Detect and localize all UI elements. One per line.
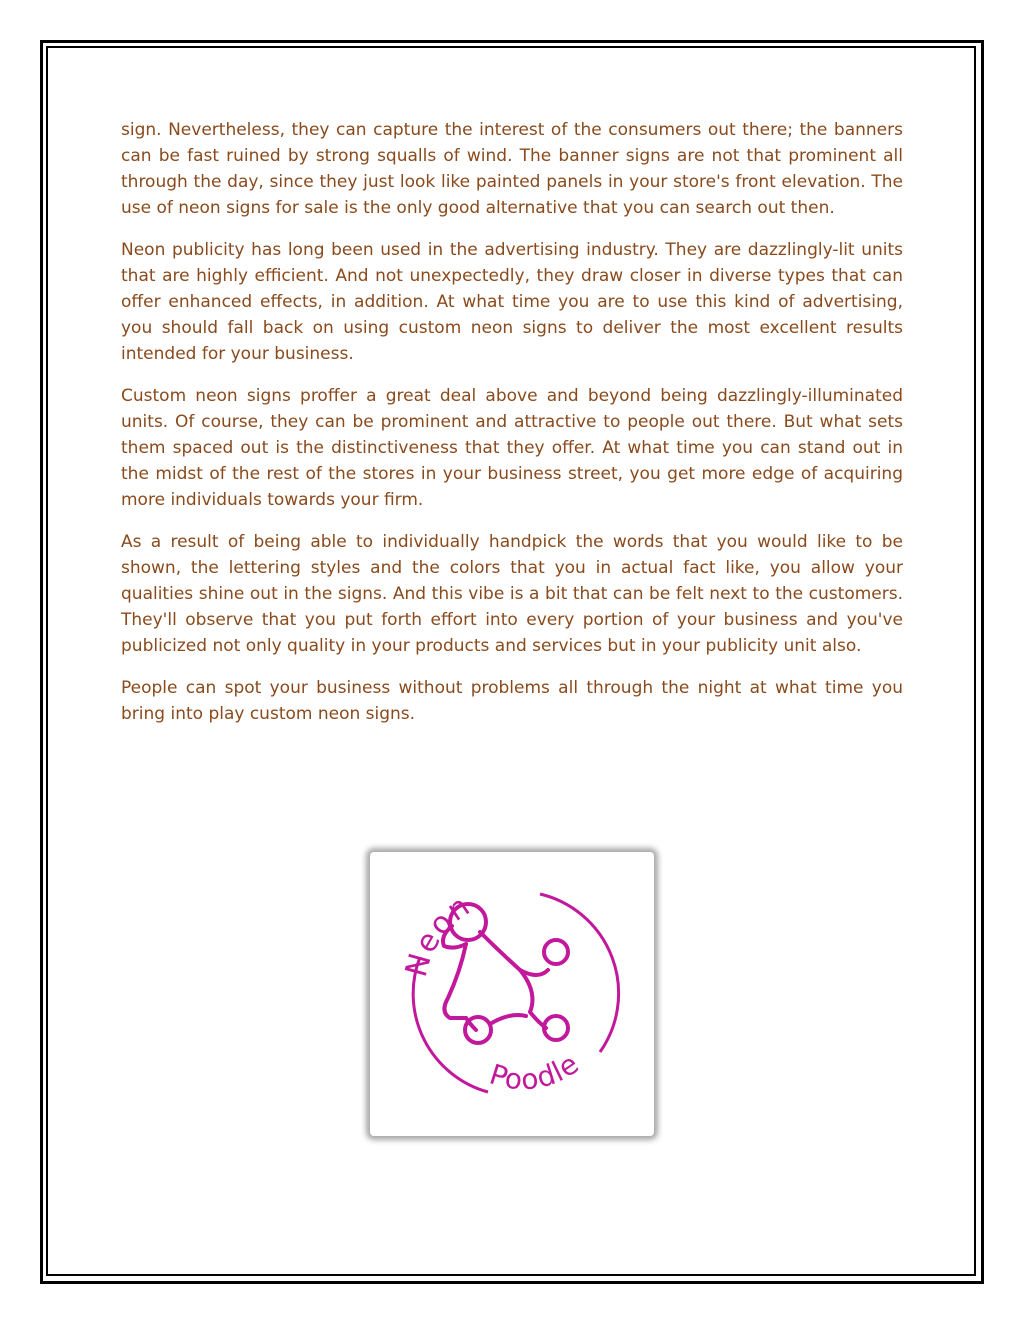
paragraph-3: Custom neon signs proffer a great deal above and beyond being dazzlingly-illuminated units. Of course, they can be prominent and attractive to people out there. But what sets them spaced out is the distinctiveness that they offer. At what time you can stand out in the midst of the rest of the stores in your business street, you get more edge of acquiring more individuals towards your firm. (121, 386, 903, 510)
logo-word-top: Neon (398, 887, 478, 981)
svg-text:Poodle (486, 1047, 586, 1097)
paragraph-2: Neon publicity has long been used in the advertising industry. They are dazzlingly-lit units that are highly efficient. And not unexpectedly, they draw closer in diverse types that can offer enhanced effects, in addition. At what time you are to use this kind of advertising, you should fall back on using custom neon signs to deliver the most excellent results intended for your business. (121, 240, 903, 364)
neon-poodle-logo (370, 852, 654, 1136)
svg-text:Neon (399, 888, 478, 981)
paragraph-1: sign. Nevertheless, they can capture the interest of the consumers out there; the banners can be fast ruined by strong squalls of wind. The banner signs are not that prominent all through the day, since they just look like painted panels in your store's front elevation. The use of neon signs for sale is the only good alternative that you can search out then. (121, 120, 903, 218)
paragraph-5: People can spot your business without problems all through the night at what time you bring into play custom neon signs. (121, 678, 903, 724)
logo-ring (540, 894, 619, 1052)
paragraph-4: As a result of being able to individually handpick the words that you would like to be shown, the lettering styles and the colors that you in actual fact like, you allow your qualities shine out in the signs. And this vibe is a bit that can be felt next to the customers. They'll observe that you put forth effort into every portion of your business and you've publicized not only quality in your products and services but in your publicity unit also. (121, 532, 903, 656)
logo-word-bottom: Poodle (485, 1046, 586, 1097)
logo-graphic (370, 852, 654, 1136)
document-body (121, 117, 903, 743)
